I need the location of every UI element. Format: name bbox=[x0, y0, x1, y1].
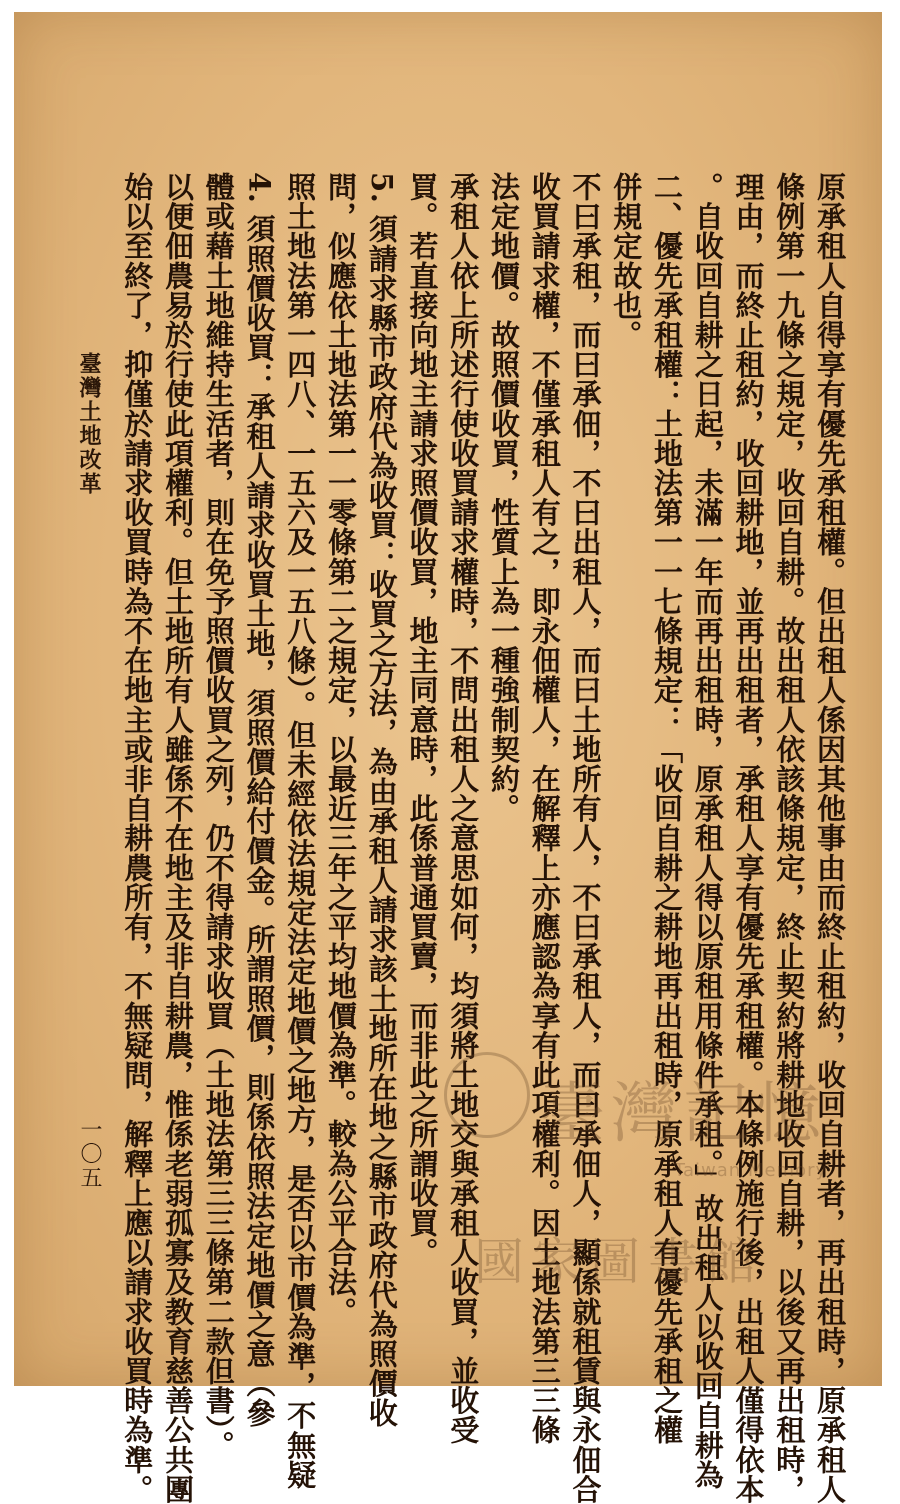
text-column: 照土地法第一四八、一五六及一五八條）。但未經依法規定法定地價之地方，是否以市價為準，不無疑 bbox=[283, 172, 318, 1490]
text-column: 理由，而終止租約，收回耕地，並再出租者，承租人享有優先承租權。本條例施行後，出租人僅得依本 bbox=[731, 172, 766, 1504]
text-column: 買。若直接向地主請求照價收買，地主同意時，此係普通買賣，而非此之所謂收買。 bbox=[405, 172, 440, 1268]
running-head: 臺灣土地改革 bbox=[76, 352, 102, 496]
page-number: 一〇五 bbox=[77, 1118, 102, 1190]
text-column: 法定地價。故照價收買，性質上為一種強制契約。 bbox=[487, 172, 521, 824]
text-column: 二、優先承租權：土地法第一一七條規定：「收回自耕之耕地再出租時，原承租人有優先承租之權 bbox=[650, 172, 684, 1445]
watermark-english: Taiwan Memory bbox=[674, 1160, 828, 1181]
text-column: 問，似應依土地法第一一零條第二之規定，以最近三年之平均地價為準。較為公平合法。 bbox=[324, 172, 358, 1327]
text-column: 承租人依上所述行使收買請求權時，不問出租人之意思如何，均須將土地交與承租人收買，並收受 bbox=[446, 172, 481, 1445]
text-column: 。自收回自耕之日起，未滿一年而再出租時，原承租人得以原租用條件承租。」故出租人以收回自耕為 bbox=[690, 172, 725, 1490]
book-page bbox=[14, 12, 882, 1504]
text-column: 5. 須請求縣市政府代為收買：收買之方法，為由承租人請求該土地所在地之縣市政府代為照價收 bbox=[364, 172, 399, 1428]
text-column: 始以至終了，抑僅於請求收買時為不在地主或非自耕農所有，不無疑問，解釋上應以請求收買時為準。 bbox=[120, 172, 155, 1504]
text-column: 體或藉土地維持生活者，則在免予照價收買之列，仍不得請求收買（土地法第三三條第二款但書）。 bbox=[201, 172, 236, 1460]
text-column: 4. 須照價收買：承租人請求收買土地，須照價給付價金。所謂照價，則係依照法定地價之意（參 bbox=[242, 172, 277, 1428]
text-column: 不曰承租，而曰承佃，不曰出租人，而曰土地所有人，不曰承租人，而曰承佃人，顯係就租賃與永佃合 bbox=[568, 172, 603, 1504]
text-column: 併規定故也。 bbox=[609, 172, 644, 350]
text-column: 以便佃農易於行使此項權利。但土地所有人雖係不在地主及非自耕農，惟係老弱孤寡及教育慈善公共團 bbox=[161, 172, 195, 1504]
watermark-brand: 臺灣記憶 bbox=[539, 1075, 827, 1152]
text-column: 條例第一九條之規定，收回自耕。故出租人依該條規定，終止契約將耕地收回自耕，以後又再出租時， bbox=[772, 172, 807, 1504]
text-column: 原承租人自得享有優先承租權。但出租人係因其他事由而終止租約，收回自耕者，再出租時，原承租人 bbox=[813, 172, 847, 1504]
body-text bbox=[120, 172, 847, 1504]
watermark-subtitle: 國家圖書館 bbox=[474, 1233, 764, 1291]
text-column: 收買請求權，不僅承租人有之，即永佃權人，在解釋上亦應認為享有此項權利。因土地法第三三條 bbox=[527, 172, 562, 1445]
